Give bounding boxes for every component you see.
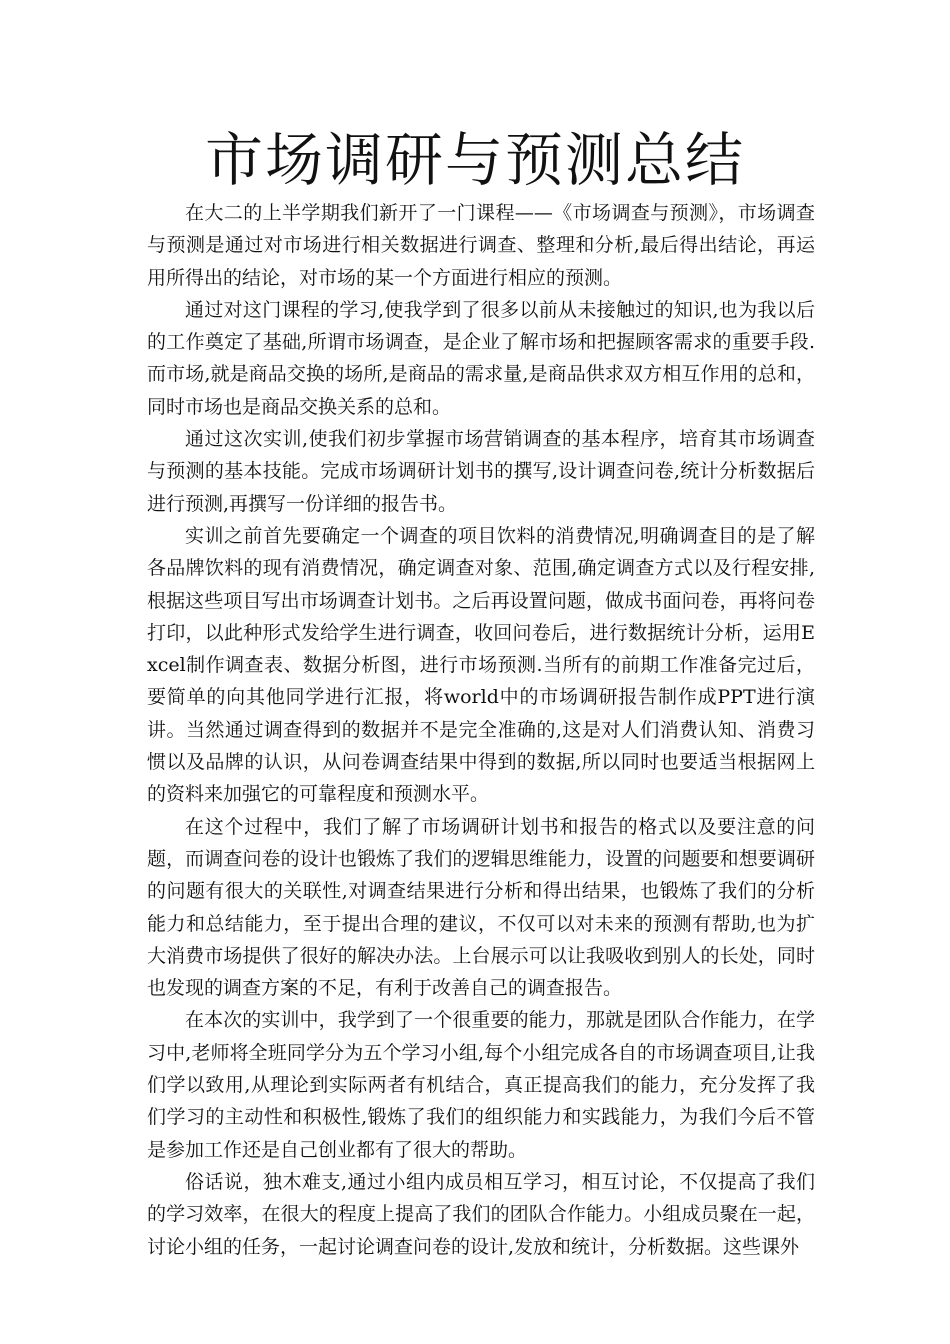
document-title: 市场调研与预测总结 — [204, 126, 745, 194]
document-body — [147, 197, 815, 1263]
paragraph-6: 在本次的实训中，我学到了一个很重要的能力，那就是团队合作能力，在学习中,老师将全班同学分为五个学习小组,每个小组完成各自的市场调查项目,让我们学以致用,从理论到实际两者有机结合，真正提高我们的能力，充分发挥了我们学习的主动性和积极性,锻炼了我们的组织能力和实践能力，为我们今后不管是参加工作还是自己创业都有了很大的帮助。 — [147, 1009, 815, 1161]
paragraph-4: 实训之前首先要确定一个调查的项目饮料的消费情况,明确调查目的是了解各品牌饮料的现有消费情况，确定调查对象、范围,确定调查方式以及行程安排,根据这些项目写出市场调查计划书。之后再设置问题，做成书面问卷，再将问卷打印，以此种形式发给学生进行调查，收回问卷后，进行数据统计分析，运用Excel制作调查表、数据分析图，进行市场预测.当所有的前期工作准备完过后，要简单的向其他同学进行汇报，将world中的市场调研报告制作成PPT进行演讲。当然通过调查得到的数据并不是完全准确的,这是对人们消费认知、消费习惯以及品牌的认识，从问卷调查结果中得到的数据,所以同时也要适当根据网上的资料来加强它的可靠程度和预测水平。 — [147, 524, 815, 806]
paragraph-7: 俗话说，独木难支,通过小组内成员相互学习，相互讨论，不仅提高了我们的学习效率，在很大的程度上提高了我们的团队合作能力。小组成员聚在一起，讨论小组的任务，一起讨论调查问卷的设计,发放和统计，分析数据。这些课外 — [147, 1170, 815, 1258]
paragraph-2: 通过对这门课程的学习,使我学到了很多以前从未接触过的知识,也为我以后的工作奠定了基础,所谓市场调查，是企业了解市场和把握顾客需求的重要手段.而市场,就是商品交换的场所,是商品的需求量,是商品供求双方相互作用的总和，同时市场也是商品交换关系的总和。 — [147, 298, 815, 418]
paragraph-3: 通过这次实训,使我们初步掌握市场营销调查的基本程序，培育其市场调查与预测的基本技能。完成市场调研计划书的撰写,设计调查问卷,统计分析数据后进行预测,再撰写一份详细的报告书。 — [147, 428, 815, 515]
paragraph-1: 在大二的上半学期我们新开了一门课程——《市场调查与预测》，市场调查与预测是通过对市场进行相关数据进行调查、整理和分析,最后得出结论，再运用所得出的结论，对市场的某一个方面进行相应的预测。 — [147, 202, 815, 289]
paragraph-5: 在这个过程中，我们了解了市场调研计划书和报告的格式以及要注意的问题，而调查问卷的设计也锻炼了我们的逻辑思维能力，设置的问题要和想要调研的问题有很大的关联性,对调查结果进行分析和得出结果，也锻炼了我们的分析能力和总结能力，至于提出合理的建议，不仅可以对未来的预测有帮助,也为扩大消费市场提供了很好的解决办法。上台展示可以让我吸收到别人的长处，同时也发现的调查方案的不足，有利于改善自己的调查报告。 — [147, 815, 815, 1000]
